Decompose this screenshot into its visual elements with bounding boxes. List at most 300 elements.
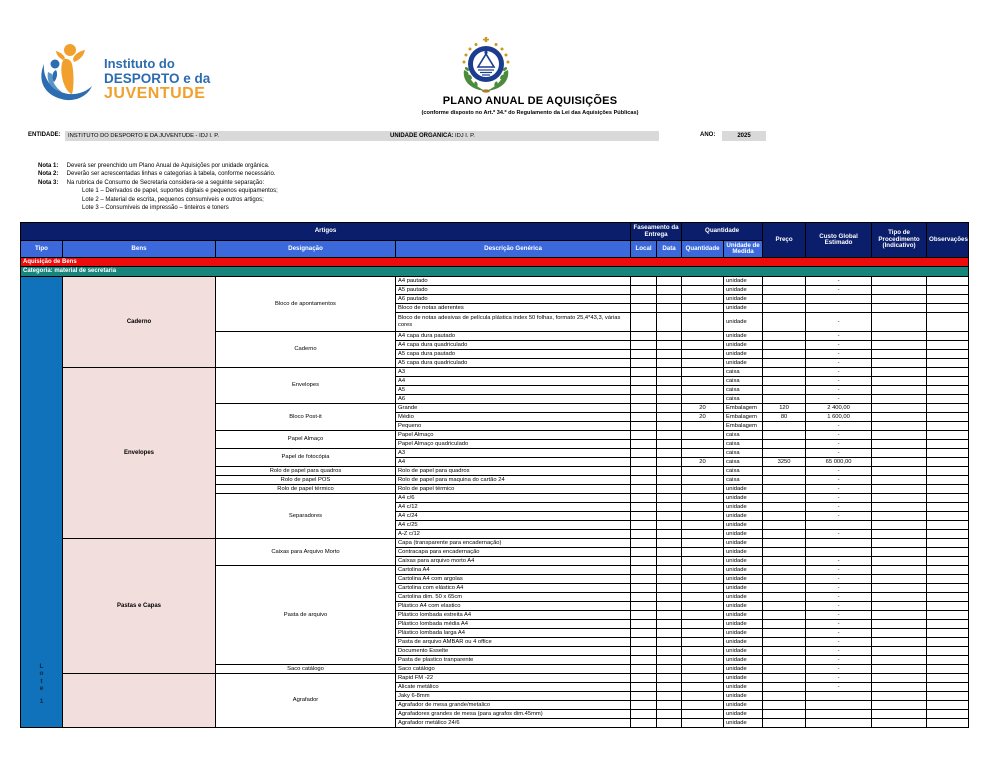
cell-data (657, 512, 682, 521)
cell-custo-global: - (806, 593, 872, 602)
cell-quantidade (682, 719, 724, 728)
cell-tipo-lote (21, 277, 63, 728)
cell-local (631, 674, 657, 683)
col-header-designacao: Designação (216, 241, 396, 258)
cell-procedimento (872, 584, 927, 593)
cell-observacoes (927, 611, 969, 620)
cell-procedimento (872, 458, 927, 467)
cell-custo-global: - (806, 341, 872, 350)
cell-local (631, 485, 657, 494)
cell-custo-global: - (806, 368, 872, 377)
cell-procedimento (872, 440, 927, 449)
cell-data (657, 611, 682, 620)
cell-local (631, 575, 657, 584)
cell-procedimento (872, 377, 927, 386)
cell-procedimento (872, 620, 927, 629)
cell-local (631, 313, 657, 332)
cell-quantidade (682, 359, 724, 368)
cell-local (631, 404, 657, 413)
cell-quantidade (682, 575, 724, 584)
cabo-verde-emblem (454, 36, 518, 99)
cell-data (657, 701, 682, 710)
note-1-text: Deverá ser preenchido um Plano Anual de Aquisições por unidade orgânica. (66, 163, 270, 169)
cell-unidade-medida: unidade (724, 566, 763, 575)
cell-local (631, 431, 657, 440)
cell-custo-global: - (806, 566, 872, 575)
cell-unidade-medida: caixa (724, 467, 763, 476)
cell-data (657, 386, 682, 395)
cell-quantidade (682, 539, 724, 548)
cell-unidade-medida: unidade (724, 647, 763, 656)
cell-observacoes (927, 692, 969, 701)
cell-procedimento (872, 665, 927, 674)
cell-local (631, 530, 657, 539)
cell-custo-global (806, 521, 872, 530)
cell-preco (763, 277, 806, 286)
cell-local (631, 557, 657, 566)
note-1 (38, 163, 278, 171)
cell-designacao: Agrafador (216, 674, 396, 728)
cell-custo-global: - (806, 277, 872, 286)
cell-procedimento (872, 701, 927, 710)
cell-custo-global: - (806, 431, 872, 440)
cell-preco (763, 368, 806, 377)
cell-descricao-generica: A4 pautado (396, 277, 631, 286)
cell-descricao-generica: A4 c/25 (396, 521, 631, 530)
cell-quantidade (682, 593, 724, 602)
cell-preco (763, 286, 806, 295)
cell-custo-global: - (806, 638, 872, 647)
cell-data (657, 566, 682, 575)
cell-procedimento (872, 395, 927, 404)
cell-procedimento (872, 277, 927, 286)
cell-preco (763, 620, 806, 629)
cell-preco (763, 494, 806, 503)
cell-data (657, 304, 682, 313)
cell-descricao-generica: Cartolina com elástico A4 (396, 584, 631, 593)
cell-bens-group: Envelopes (63, 368, 216, 539)
cell-custo-global: - (806, 674, 872, 683)
cell-quantidade (682, 485, 724, 494)
cell-unidade-medida: caixa (724, 431, 763, 440)
cell-observacoes (927, 548, 969, 557)
cell-custo-global (806, 719, 872, 728)
cell-custo-global: - (806, 395, 872, 404)
cell-descricao-generica: Rolo de papel para quadros (396, 467, 631, 476)
cell-procedimento (872, 313, 927, 332)
col-group-artigos: Artigos (21, 223, 631, 241)
cell-procedimento (872, 530, 927, 539)
cell-custo-global: 2 400,00 (806, 404, 872, 413)
cell-preco (763, 593, 806, 602)
cell-custo-global: - (806, 683, 872, 692)
col-header-descricao: Descrição Genérica (396, 241, 631, 258)
cell-preco (763, 440, 806, 449)
cell-data (657, 683, 682, 692)
cell-quantidade (682, 395, 724, 404)
cell-quantidade (682, 584, 724, 593)
cell-procedimento (872, 638, 927, 647)
cell-local (631, 602, 657, 611)
cell-designacao: Rolo de papel térmico (216, 485, 396, 494)
cell-quantidade (682, 313, 724, 332)
page-subtitle: (conforme disposto no Art.º 34.º do Regulamento da Lei das Aquisições Públicas) (421, 110, 639, 116)
cell-descricao-generica: A4 (396, 458, 631, 467)
cell-quantidade (682, 602, 724, 611)
cell-preco (763, 674, 806, 683)
cell-custo-global: - (806, 467, 872, 476)
cell-local (631, 539, 657, 548)
cell-observacoes (927, 332, 969, 341)
cell-descricao-generica: A6 pautado (396, 295, 631, 304)
cell-quantidade (682, 512, 724, 521)
cell-descricao-generica: Capa (transparente para encadernação) (396, 539, 631, 548)
cell-observacoes (927, 656, 969, 665)
cell-descricao-generica: Alicate metálico (396, 683, 631, 692)
cell-unidade-medida: unidade (724, 548, 763, 557)
cell-local (631, 710, 657, 719)
cell-procedimento (872, 656, 927, 665)
cell-observacoes (927, 683, 969, 692)
cell-descricao-generica: Plástico lombada média A4 (396, 620, 631, 629)
cell-descricao-generica: A4 c/6 (396, 494, 631, 503)
cell-unidade-medida: caixa (724, 458, 763, 467)
cell-data (657, 548, 682, 557)
cell-quantidade: 20 (682, 458, 724, 467)
cell-preco (763, 638, 806, 647)
notes-block (38, 163, 278, 213)
cell-data (657, 395, 682, 404)
cell-quantidade (682, 566, 724, 575)
cell-local (631, 368, 657, 377)
cell-local (631, 440, 657, 449)
cell-descricao-generica: Agrafador de mesa grande/metalico (396, 701, 631, 710)
cell-procedimento (872, 286, 927, 295)
cell-custo-global (806, 539, 872, 548)
cell-descricao-generica: A4 c/12 (396, 503, 631, 512)
cell-observacoes (927, 277, 969, 286)
cell-custo-global: - (806, 476, 872, 485)
cell-unidade-medida: caixa (724, 440, 763, 449)
cell-descricao-generica: Cartolina A4 (396, 566, 631, 575)
cell-unidade-medida: unidade (724, 530, 763, 539)
cell-observacoes (927, 647, 969, 656)
cell-observacoes (927, 530, 969, 539)
cell-data (657, 665, 682, 674)
cell-custo-global: - (806, 512, 872, 521)
cell-unidade-medida: unidade (724, 341, 763, 350)
cell-custo-global: - (806, 449, 872, 458)
cell-quantidade (682, 440, 724, 449)
cell-designacao: Rolo de papel POS (216, 476, 396, 485)
cell-preco (763, 575, 806, 584)
col-header-custo-global: Custo Global Estimado (806, 223, 872, 258)
cell-quantidade (682, 467, 724, 476)
cell-preco (763, 548, 806, 557)
cell-observacoes (927, 494, 969, 503)
cell-descricao-generica: A4 (396, 377, 631, 386)
cell-custo-global: - (806, 422, 872, 431)
cell-preco (763, 449, 806, 458)
note-3 (38, 180, 278, 188)
cell-unidade-medida: Embalagem (724, 422, 763, 431)
cell-quantidade (682, 665, 724, 674)
cell-custo-global: - (806, 440, 872, 449)
cell-data (657, 629, 682, 638)
cell-custo-global: - (806, 350, 872, 359)
cell-preco (763, 602, 806, 611)
section-label: Aquisição de Bens (21, 258, 969, 267)
cell-preco (763, 521, 806, 530)
cell-unidade-medida: unidade (724, 683, 763, 692)
cell-quantidade (682, 431, 724, 440)
note-3-lote-3: Lote 3 – Consumíveis de impressão – tinteiros e toners (82, 204, 229, 211)
cell-procedimento (872, 485, 927, 494)
cell-local (631, 656, 657, 665)
cell-quantidade (682, 304, 724, 313)
cell-descricao-generica: Médio (396, 413, 631, 422)
category-row-material-secretaria (21, 267, 969, 277)
cell-data (657, 485, 682, 494)
cell-descricao-generica: Rolo de papel para maquina do cartão 24 (396, 476, 631, 485)
cell-quantidade (682, 449, 724, 458)
cell-data (657, 719, 682, 728)
cell-local (631, 395, 657, 404)
cell-local (631, 566, 657, 575)
cell-observacoes (927, 710, 969, 719)
cell-preco (763, 566, 806, 575)
category-label: Categoria: material de secretaria (21, 267, 969, 277)
cell-unidade-medida: unidade (724, 277, 763, 286)
cell-observacoes (927, 503, 969, 512)
cell-custo-global: - (806, 575, 872, 584)
cell-unidade-medida: caixa (724, 476, 763, 485)
cell-data (657, 521, 682, 530)
cell-unidade-medida: unidade (724, 494, 763, 503)
cell-procedimento (872, 512, 927, 521)
col-header-bens: Bens (63, 241, 216, 258)
cell-data (657, 313, 682, 332)
cell-unidade-medida: unidade (724, 350, 763, 359)
cell-observacoes (927, 566, 969, 575)
cell-designacao: Saco catálogo (216, 665, 396, 674)
cell-observacoes (927, 638, 969, 647)
col-group-faseamento: Faseamento da Entrega (631, 223, 682, 241)
cell-observacoes (927, 458, 969, 467)
cell-observacoes (927, 286, 969, 295)
cell-unidade-medida: Embalagem (724, 413, 763, 422)
cell-preco (763, 476, 806, 485)
cell-procedimento (872, 404, 927, 413)
cell-procedimento (872, 431, 927, 440)
cell-preco (763, 719, 806, 728)
cell-custo-global: - (806, 494, 872, 503)
cell-descricao-generica: Plástico lombada larga A4 (396, 629, 631, 638)
cell-descricao-generica: Rolo de papel térmico (396, 485, 631, 494)
cell-unidade-medida: unidade (724, 512, 763, 521)
cell-descricao-generica: Contracapa para encadernação (396, 548, 631, 557)
note-3-label: Nota 3: (38, 179, 59, 186)
cell-preco (763, 656, 806, 665)
cell-data (657, 584, 682, 593)
cell-data (657, 377, 682, 386)
cell-data (657, 286, 682, 295)
cell-observacoes (927, 368, 969, 377)
cell-custo-global: 1 600,00 (806, 413, 872, 422)
cell-custo-global: - (806, 332, 872, 341)
cell-observacoes (927, 629, 969, 638)
cell-local (631, 647, 657, 656)
cell-observacoes (927, 467, 969, 476)
cell-local (631, 665, 657, 674)
note-3-lote-1: Lote 1 – Derivados de papel, suportes digitais e pequenos equipamentos; (82, 188, 278, 195)
cell-descricao-generica: Jaky 6-8mm (396, 692, 631, 701)
cell-descricao-generica: Cartolina A4 com argolas (396, 575, 631, 584)
cell-designacao: Bloco de apontamentos (216, 277, 396, 332)
cell-observacoes (927, 674, 969, 683)
cell-unidade-medida: caixa (724, 386, 763, 395)
cell-observacoes (927, 386, 969, 395)
cell-procedimento (872, 503, 927, 512)
cell-observacoes (927, 341, 969, 350)
cabo-verde-emblem-icon (454, 36, 518, 94)
cell-descricao-generica: A5 capa dura pautado (396, 350, 631, 359)
cell-local (631, 548, 657, 557)
cell-local (631, 584, 657, 593)
cell-preco (763, 539, 806, 548)
cell-data (657, 332, 682, 341)
cell-procedimento (872, 683, 927, 692)
cell-local (631, 286, 657, 295)
cell-procedimento (872, 304, 927, 313)
cell-procedimento (872, 539, 927, 548)
cell-procedimento (872, 332, 927, 341)
cell-data (657, 404, 682, 413)
cell-quantidade (682, 422, 724, 431)
cell-data (657, 530, 682, 539)
note-3-lote-2: Lote 2 – Material de escrita, pequenos consumíveis e outros artigos; (82, 196, 264, 203)
logo-line-1: Instituto do (104, 56, 175, 71)
cell-observacoes (927, 719, 969, 728)
page-title: PLANO ANUAL DE AQUISIÇÕES (442, 95, 618, 107)
note-1-label: Nota 1: (38, 163, 59, 169)
cell-descricao-generica: A4 c/24 (396, 512, 631, 521)
cell-procedimento (872, 494, 927, 503)
col-header-quantidade: Quantidade (682, 241, 724, 258)
cell-procedimento (872, 692, 927, 701)
cell-preco (763, 485, 806, 494)
cell-preco (763, 359, 806, 368)
col-header-preco: Preço (763, 223, 806, 258)
cell-quantidade (682, 295, 724, 304)
col-header-local: Local (631, 241, 657, 258)
cell-quantidade (682, 521, 724, 530)
acquisitions-table (20, 222, 969, 728)
header-row-groups (21, 223, 969, 241)
cell-unidade-medida: unidade (724, 719, 763, 728)
cell-custo-global (806, 692, 872, 701)
cell-designacao: Papel Almaço (216, 431, 396, 449)
cell-unidade-medida: caixa (724, 449, 763, 458)
cell-custo-global: - (806, 665, 872, 674)
cell-procedimento (872, 557, 927, 566)
cell-quantidade (682, 611, 724, 620)
cell-descricao-generica: Documento Esselte (396, 647, 631, 656)
cell-preco: 3250 (763, 458, 806, 467)
cell-custo-global: - (806, 602, 872, 611)
entidade-label: ENTIDADE: (28, 132, 61, 138)
cell-preco (763, 665, 806, 674)
entidade-value: INSTITUTO DO DESPORTO E DA JUVENTUDE - IDJ I. P. (68, 133, 219, 139)
cell-custo-global: - (806, 485, 872, 494)
cell-local (631, 692, 657, 701)
cell-data (657, 431, 682, 440)
cell-procedimento (872, 674, 927, 683)
cell-data (657, 440, 682, 449)
cell-data (657, 575, 682, 584)
cell-procedimento (872, 422, 927, 431)
cell-unidade-medida: caixa (724, 395, 763, 404)
cell-local (631, 350, 657, 359)
cell-preco (763, 611, 806, 620)
cell-quantidade (682, 503, 724, 512)
cell-preco (763, 584, 806, 593)
cell-descricao-generica: Bloco de notas aderentes (396, 304, 631, 313)
cell-unidade-medida: unidade (724, 557, 763, 566)
cell-observacoes (927, 539, 969, 548)
cell-quantidade (682, 377, 724, 386)
cell-descricao-generica: A5 (396, 386, 631, 395)
col-header-tipo: Tipo (21, 241, 63, 258)
cell-designacao: Caixas para Arquivo Morto (216, 539, 396, 566)
cell-local (631, 512, 657, 521)
cell-descricao-generica: Rapid FM -22 (396, 674, 631, 683)
cell-descricao-generica: A4 capa dura quadriculado (396, 341, 631, 350)
cell-descricao-generica: A4 capa dura pautado (396, 332, 631, 341)
cell-procedimento (872, 647, 927, 656)
cell-designacao: Caderno (216, 332, 396, 368)
cell-procedimento (872, 467, 927, 476)
cell-custo-global: - (806, 313, 872, 332)
cell-data (657, 602, 682, 611)
cell-local (631, 359, 657, 368)
cell-procedimento (872, 350, 927, 359)
note-2-text: Deverão ser acrescentadas linhas e categorias à tabela, conforme necessário. (66, 171, 276, 178)
cell-procedimento (872, 602, 927, 611)
col-header-procedimento: Tipo de Procedimento (Indicativo) (872, 223, 927, 258)
cell-quantidade: 20 (682, 413, 724, 422)
cell-unidade-medida: unidade (724, 575, 763, 584)
cell-preco (763, 350, 806, 359)
ano-value: 2025 (722, 131, 766, 141)
cell-unidade-medida: unidade (724, 638, 763, 647)
cell-quantidade (682, 476, 724, 485)
cell-observacoes (927, 593, 969, 602)
cell-data (657, 458, 682, 467)
cell-custo-global: - (806, 359, 872, 368)
unidade-organica-value: IDJ I. P. (455, 133, 475, 139)
cell-unidade-medida: unidade (724, 692, 763, 701)
cell-data (657, 674, 682, 683)
cell-unidade-medida: unidade (724, 521, 763, 530)
cell-procedimento (872, 593, 927, 602)
cell-observacoes (927, 422, 969, 431)
cell-descricao-generica: Plástico A4 com elastico (396, 602, 631, 611)
cell-custo-global (806, 701, 872, 710)
cell-descricao-generica: A5 capa dura quadriculado (396, 359, 631, 368)
cell-quantidade (682, 683, 724, 692)
col-header-unidade-medida: Unidade de Medida (724, 241, 763, 258)
